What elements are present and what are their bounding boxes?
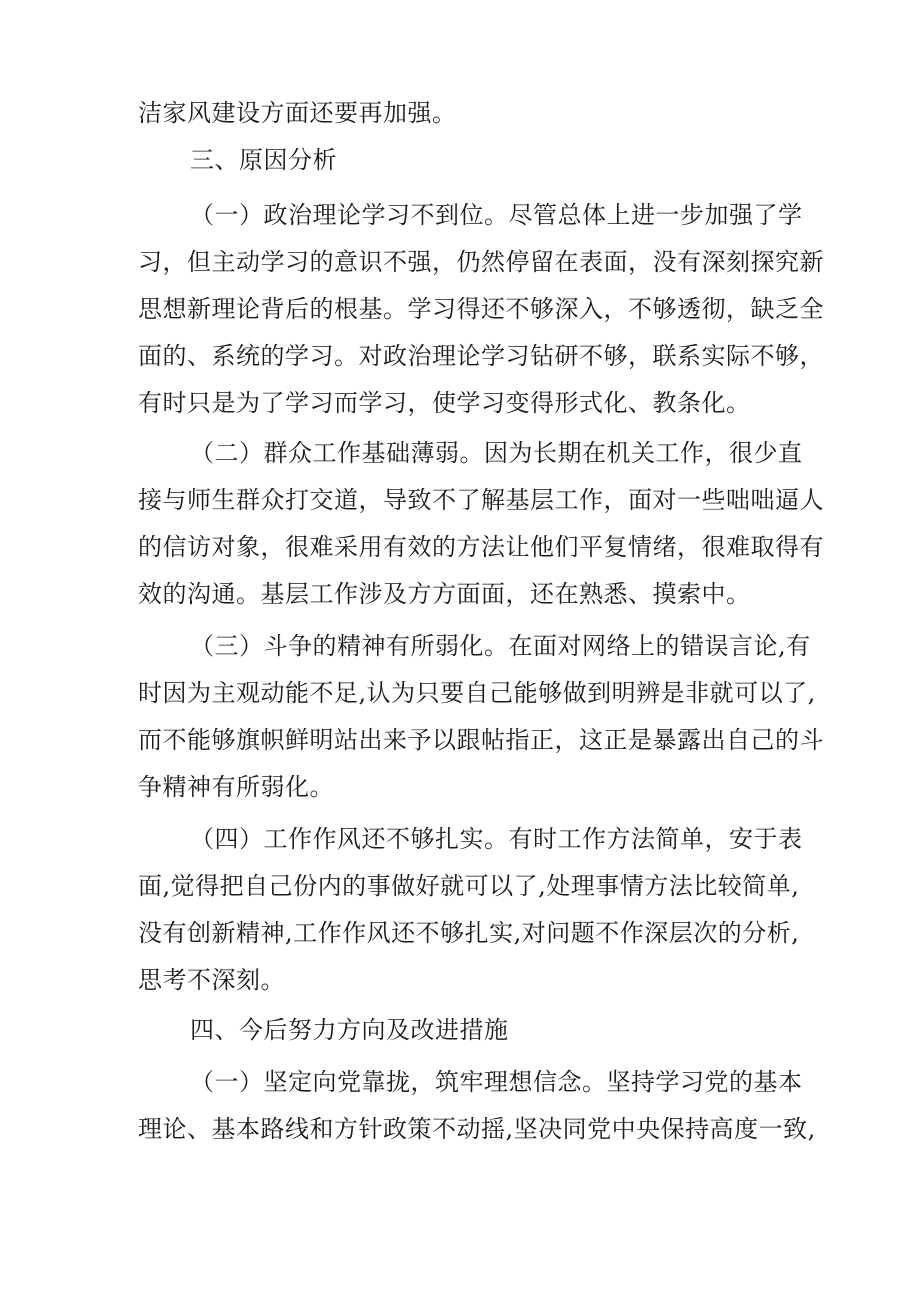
paragraph-line: 时因为主观动能不足,认为只要自己能够做到明辨是非就可以了, <box>138 679 816 707</box>
paragraph-line: （二）群众工作基础薄弱。因为长期在机关工作，很少直 <box>190 439 803 467</box>
paragraph-line: （一）政治理论学习不到位。尽管总体上进一步加强了学 <box>190 201 803 229</box>
paragraph-line: 有时只是为了学习而学习，使学习变得形式化、教条化。 <box>138 389 751 417</box>
paragraph-line: 而不能够旗帜鲜明站出来予以跟帖指正，这正是暴露出自己的斗 <box>138 726 824 754</box>
paragraph-line: 接与师生群众打交道，导致不了解基层工作，面对一些咄咄逼人 <box>138 486 824 514</box>
paragraph-line: 的信访对象，很难采用有效的方法让他们平复情绪，很难取得有 <box>138 533 824 561</box>
paragraph-line: （三）斗争的精神有所弱化。在面对网络上的错误言论,有 <box>190 632 811 660</box>
paragraph-line: （四）工作作风还不够扎实。有时工作方法简单，安于表 <box>190 825 803 853</box>
paragraph-line: （一）坚定向党靠拢，筑牢理想信念。坚持学习党的基本 <box>190 1068 803 1096</box>
section-heading: 三、原因分析 <box>190 146 337 174</box>
paragraph-line: 习，但主动学习的意识不强，仍然停留在表面，没有深刻探究新 <box>138 248 824 276</box>
paragraph-line: 争精神有所弱化。 <box>138 773 334 801</box>
paragraph-line: 效的沟通。基层工作涉及方方面面，还在熟悉、摸索中。 <box>138 580 751 608</box>
section-heading: 四、今后努力方向及改进措施 <box>190 1016 509 1044</box>
paragraph-line: 思想新理论背后的根基。学习得还不够深入，不够透彻，缺乏全 <box>138 295 824 323</box>
text-line: 洁家风建设方面还要再加强。 <box>138 99 457 127</box>
paragraph-line: 思考不深刻。 <box>138 966 285 994</box>
paragraph-line: 理论、基本路线和方针政策不动摇,坚决同党中央保持高度一致, <box>138 1115 816 1143</box>
paragraph-line: 面,觉得把自己份内的事做好就可以了,处理事情方法比较简单, <box>138 872 800 900</box>
paragraph-line: 没有创新精神,工作作风还不够扎实,对问题不作深层次的分析, <box>138 919 800 947</box>
paragraph-line: 面的、系统的学习。对政治理论学习钻研不够，联系实际不够， <box>138 342 824 370</box>
